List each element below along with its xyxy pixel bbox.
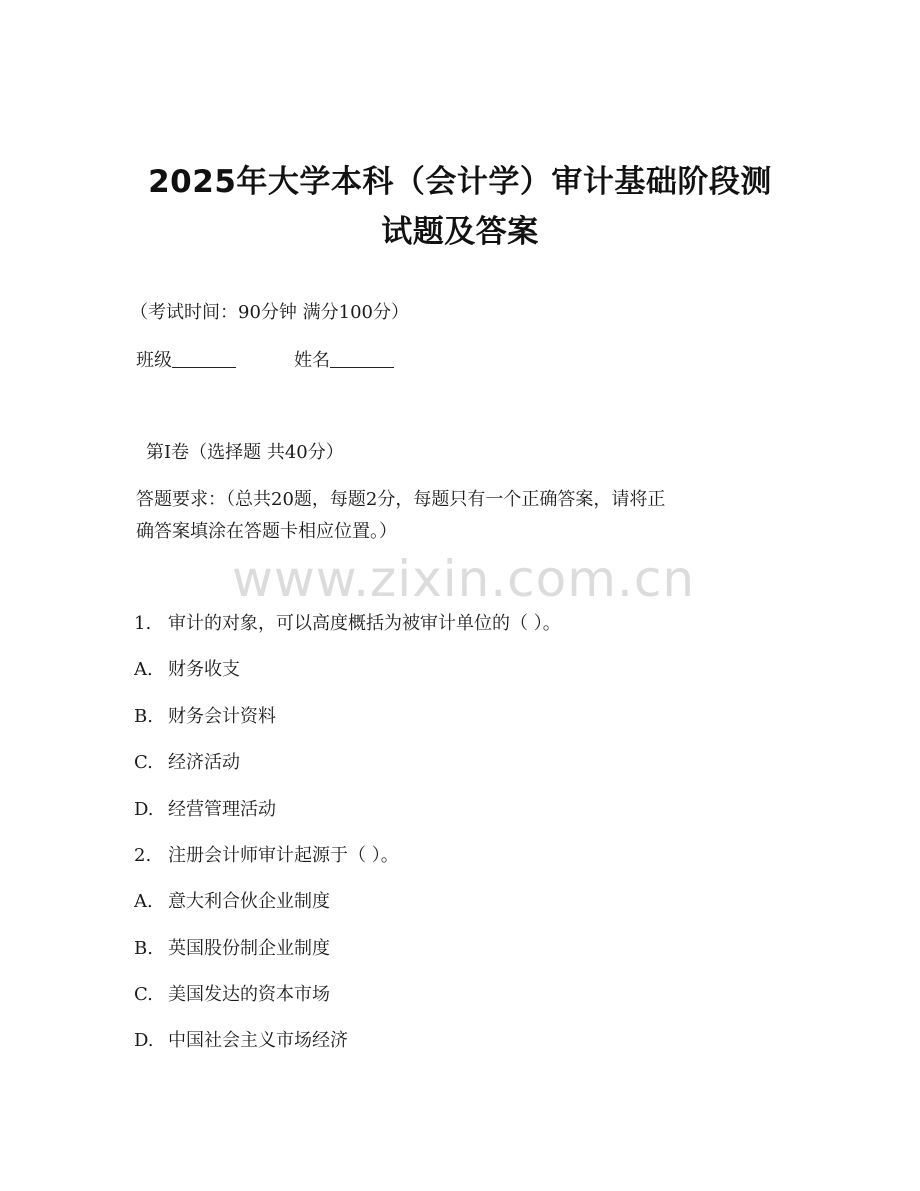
option-text: 经营管理活动 — [168, 799, 276, 820]
option-letter: B. — [134, 706, 153, 727]
document-title-line-2: 试题及答案 — [381, 214, 539, 250]
section-heading: 第Ⅰ卷（选择题 共40分） — [146, 442, 344, 463]
instructions-line-1: 答题要求：（总共20题，每题2分，每题只有一个正确答案，请将正 — [136, 489, 666, 510]
option-text: 意大利合伙企业制度 — [168, 891, 330, 912]
option-1c — [134, 750, 240, 776]
class-label: 班级 — [136, 350, 172, 371]
name-field — [294, 348, 394, 374]
option-letter: C. — [134, 752, 153, 773]
class-field — [136, 348, 236, 374]
option-1b — [134, 704, 276, 730]
question-number: 2. — [134, 845, 152, 866]
option-letter: C. — [134, 984, 153, 1005]
question-2 — [134, 843, 399, 869]
option-1a — [134, 657, 240, 683]
option-2b — [134, 936, 330, 962]
instructions-line-2: 确答案填涂在答题卡相应位置。） — [136, 521, 397, 542]
option-letter: A. — [134, 891, 153, 912]
option-letter: D. — [134, 1030, 154, 1051]
question-1 — [134, 611, 561, 637]
question-text: 注册会计师审计起源于（ ）。 — [168, 845, 399, 866]
option-2a — [134, 889, 330, 915]
exam-info: （考试时间：90分钟 满分100分） — [130, 302, 409, 323]
option-letter: D. — [134, 799, 154, 820]
document-title-line-1: 2025年大学本科（会计学）审计基础阶段测 — [148, 164, 772, 200]
option-text: 财务会计资料 — [168, 706, 276, 727]
name-label: 姓名 — [294, 350, 330, 371]
watermark: www.zixin.com.cn — [232, 550, 696, 608]
option-2d — [134, 1028, 348, 1054]
option-text: 美国发达的资本市场 — [168, 984, 330, 1005]
option-letter: A. — [134, 659, 153, 680]
option-2c — [134, 982, 330, 1008]
option-1d — [134, 797, 276, 823]
question-text: 审计的对象，可以高度概括为被审计单位的（ ）。 — [168, 613, 561, 634]
class-blank — [172, 349, 236, 368]
option-text: 英国股份制企业制度 — [168, 938, 330, 959]
name-blank — [330, 349, 394, 368]
option-letter: B. — [134, 938, 153, 959]
option-text: 中国社会主义市场经济 — [168, 1030, 348, 1051]
question-number: 1. — [134, 613, 152, 634]
option-text: 经济活动 — [168, 752, 240, 773]
option-text: 财务收支 — [168, 659, 240, 680]
